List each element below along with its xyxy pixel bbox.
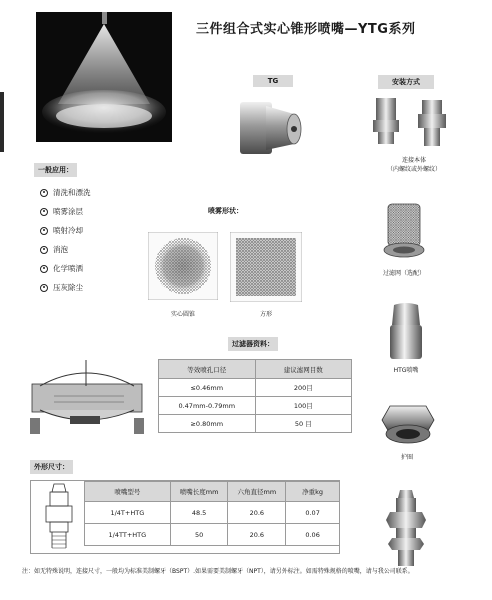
header-hex: 六角直径mm — [228, 482, 286, 502]
dimensions-heading: 外形尺寸： — [30, 460, 73, 474]
filter-screen-image — [376, 200, 432, 268]
connector-caption: 连接本体 （内螺纹或外螺纹） — [386, 157, 441, 173]
header-mesh: 建议滤网目数 — [255, 360, 351, 379]
spray-photo — [36, 12, 172, 142]
htg-nozzle-image — [380, 303, 432, 367]
cap-caption: 护圈 — [400, 454, 413, 461]
square-pattern — [230, 232, 302, 306]
solid-cone-pattern — [148, 232, 218, 304]
filter-screen-caption: 过滤网（选配） — [382, 270, 425, 277]
assembled-nozzle-image — [380, 488, 432, 572]
solid-cone-caption: 实心圆锥 — [170, 311, 195, 318]
table-row: 1/4TT+HTG 50 20.6 0.06 — [85, 524, 340, 546]
list-item: 喷雾涂层 — [40, 202, 160, 221]
filter-table — [158, 359, 352, 433]
bullet-icon — [40, 284, 48, 292]
table-header-row — [159, 360, 352, 379]
product-label: TG — [253, 75, 293, 87]
header-model: 喷嘴型号 — [85, 482, 171, 502]
general-use-heading: 一般应用： — [34, 163, 77, 177]
list-item: 化学喷洒 — [40, 259, 160, 278]
table-row: ≥0.80mm 50 目 — [159, 415, 352, 433]
header-weight: 净重kg — [286, 482, 340, 502]
tg-nozzle-image — [236, 96, 310, 166]
application-list — [40, 183, 160, 297]
connector-body-image — [366, 92, 462, 156]
page-title: 三件组合式实心锥形喷嘴—YTG系列 — [196, 22, 416, 37]
dimensions-table — [84, 481, 340, 546]
nozzle-outline-drawing — [36, 482, 82, 558]
bullet-icon — [40, 265, 48, 273]
bullet-icon — [40, 227, 48, 235]
header-length: 喷嘴长度mm — [170, 482, 228, 502]
filter-diagram — [30, 356, 150, 442]
list-item: 消泡 — [40, 240, 160, 259]
bullet-icon — [40, 246, 48, 254]
table-row: ≤0.46mm 200目 — [159, 379, 352, 397]
list-item: 清洗和漂洗 — [40, 183, 160, 202]
square-caption: 方形 — [259, 311, 272, 318]
bullet-icon — [40, 189, 48, 197]
retaining-cap-image — [378, 400, 438, 452]
bullet-icon — [40, 208, 48, 216]
filter-data-heading: 过滤器资料： — [228, 337, 278, 351]
footnote: 注：如无特殊说明，连接尺寸，一般均为标准美制螺牙（BSPT）.如果需要美制螺牙（NPT），请另外标注。如需特殊规格的喷嘴，请与我公司联系。 — [22, 568, 414, 575]
htg-caption: HTG喷嘴 — [393, 367, 419, 374]
table-row: 1/4T+HTG 48.5 20.6 0.07 — [85, 502, 340, 524]
installation-label: 安装方式 — [378, 75, 434, 89]
list-item: 压灰除尘 — [40, 278, 160, 297]
table-row: 0.47mm-0.79mm 100目 — [159, 397, 352, 415]
page-edge-marker — [0, 92, 4, 152]
spray-shape-heading: 喷雾形状： — [208, 207, 243, 215]
table-header-row — [85, 482, 340, 502]
header-orifice: 等效喷孔口径 — [159, 360, 256, 379]
list-item: 喷射冷却 — [40, 221, 160, 240]
